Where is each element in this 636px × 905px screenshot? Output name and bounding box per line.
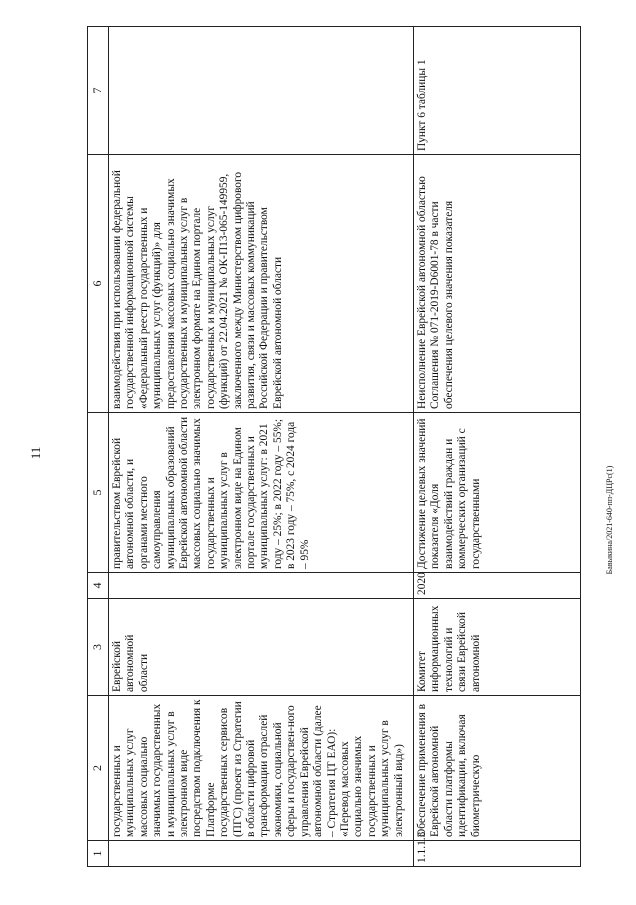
cell-expected-result: Достижение целевых значений показателя «Доля взаимодействий граждан и коммерческих организаций с государственными xyxy=(414,413,581,573)
cell-expected-result: правительством Еврейской автономной области, и органами местного самоуправления муниципальных образований Еврейской автономной области массовых социально значимых государственных и муниципальных услуг в электронном виде на Едином портале государственных и муниципальных услуг: в 2021 году – 25%; в 2022 году – 55%; в 2023 году – 75%, с 2024 года – 95% xyxy=(109,413,414,573)
table-row xyxy=(414,27,581,867)
cell-consequences: взаимодействия при использовании федеральной государственной информационной системы «Федеральный реестр государственных и муниципальных услуг (функций)» для предоставления массовых социально значимых государственных и муниципальных услуг в электронном формате на Едином портале государственных и муниципальных услуг (функций) от 22.04.2021 № ОК-П13-065-149959, заключенного между Министерством цифрового развития, связи и массовых коммуникаций Российской Федерации и правительством Еврейской автономной области xyxy=(109,155,414,413)
cell-reference xyxy=(109,27,414,155)
cell-year: 2020 xyxy=(414,573,581,599)
cell-item-number: 1.1.1.3 xyxy=(414,841,581,867)
column-number-3: 3 xyxy=(88,599,109,696)
page-number: 11 xyxy=(28,446,43,460)
cell-reference: Пункт 6 таблицы 1 xyxy=(414,27,581,155)
cell-measure-name: Обеспечение применения в Еврейской автономной области платформы идентификации, включая биометрическую xyxy=(414,696,581,841)
column-number-2: 2 xyxy=(88,696,109,841)
cell-year xyxy=(109,573,414,599)
document-footer-label: Бавыкина/2021-640-пп-ДЦРс(1) xyxy=(605,465,614,575)
table-header-row xyxy=(88,27,109,867)
cell-measure-name: государственных и муниципальных услуг массовых социально значимых государственных и муниципальных услуг в электронном виде посредством подключения к Платформе государственных сервисов (ПГС) (проект из Стратегии в области цифровой трансформации отраслей экономики, социальной сферы и государствен-ного управления Еврейской автономной области (далее – Стратегия ЦТ ЕАО): «Перевод массовых социально значимых государственных и муниципальных услуг в электронный вид») xyxy=(109,696,414,841)
column-number-6: 6 xyxy=(88,155,109,413)
column-number-5: 5 xyxy=(88,413,109,573)
column-number-1: 1 xyxy=(88,841,109,867)
cell-item-number xyxy=(109,841,414,867)
column-number-7: 7 xyxy=(88,27,109,155)
column-number-4: 4 xyxy=(88,573,109,599)
cell-consequences: Неисполнение Еврейской автономной областью Соглашения № 071-2019-D6001-78 в части обеспечения целевого значения показателя xyxy=(414,155,581,413)
cell-responsible: Еврейской автономной области xyxy=(109,599,414,696)
cell-responsible: Комитет информационных технологий и связи Еврейской автономной xyxy=(414,599,581,696)
document-footer xyxy=(602,465,618,575)
table-row xyxy=(109,27,414,867)
measures-table xyxy=(87,27,581,867)
